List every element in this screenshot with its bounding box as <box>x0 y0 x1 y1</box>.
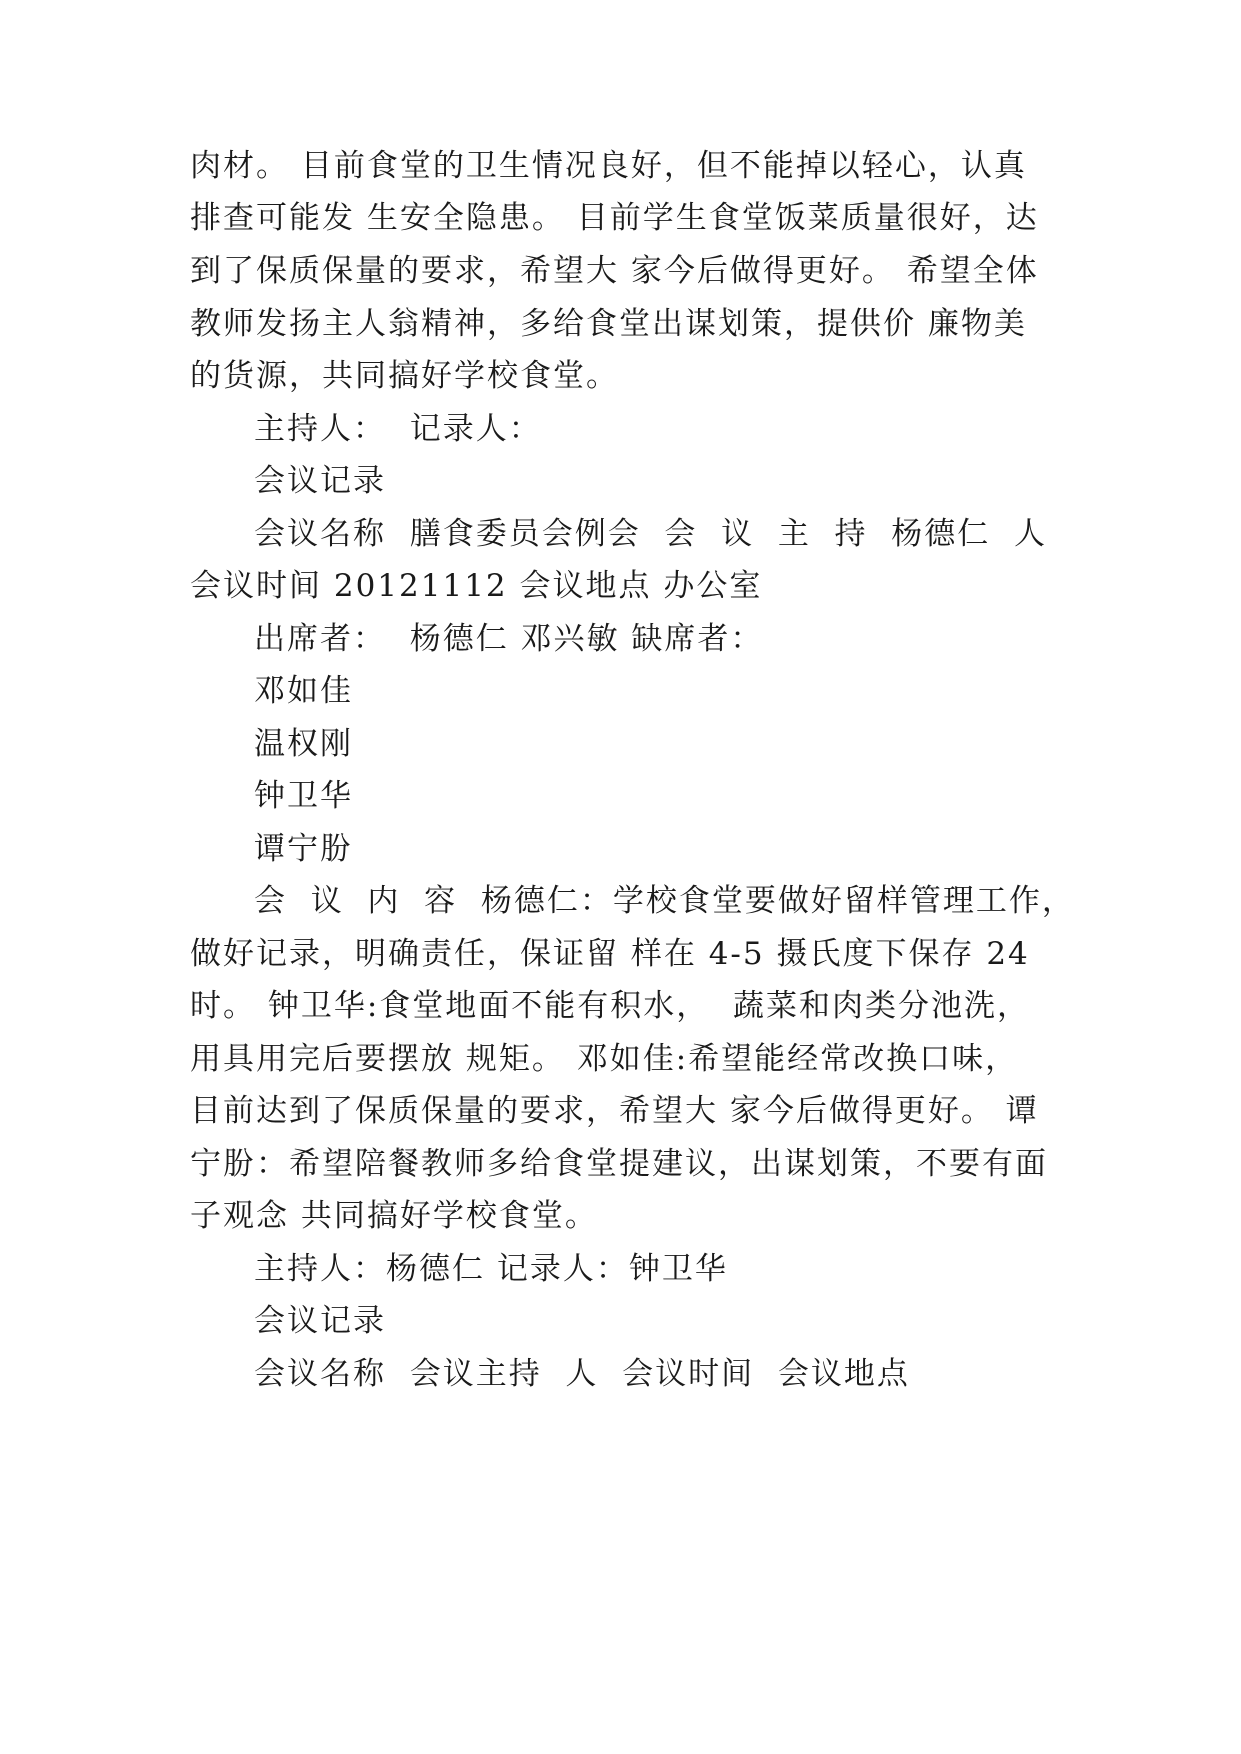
meeting-info-line: 会议名称 会议主持 人 会议时间 会议地点 <box>254 1356 910 1392</box>
attendee-name: 邓如佳 <box>254 673 353 709</box>
meeting-content-line: 用具用完后要摆放 规矩。 邓如佳:希望能经常改换口味， <box>190 1041 1019 1077</box>
attendee-name: 温权刚 <box>254 726 353 762</box>
meeting-content-line: 会 议 内 容 杨德仁：学校食堂要做好留样管理工作， <box>254 883 1075 919</box>
host-recorder-line: 主持人： 记录人： <box>254 411 542 447</box>
meeting-content-line: 子观念 共同搞好学校食堂。 <box>190 1198 598 1234</box>
host-recorder-line: 主持人：杨德仁 记录人：钟卫华 <box>254 1251 728 1287</box>
body-text-line: 的货源，共同搞好学校食堂。 <box>190 358 619 394</box>
meeting-info-line: 会议名称 膳食委员会例会 会 议 主 持 杨德仁 人 <box>254 516 1047 552</box>
attendees-line: 出席者： 杨德仁 邓兴敏 缺席者： <box>254 621 764 657</box>
meeting-content-line: 做好记录，明确责任，保证留 样在 4-5 摄氏度下保存 24 <box>190 936 1030 972</box>
attendee-name: 谭宁朌 <box>254 831 353 867</box>
body-text-line: 到了保质保量的要求，希望大 家今后做得更好。 希望全体 <box>190 253 1039 289</box>
meeting-content-line: 时。 钟卫华:食堂地面不能有积水， 蔬菜和肉类分池洗， <box>190 988 1031 1024</box>
meeting-content-line: 宁朌：希望陪餐教师多给食堂提建议，出谋划策，不要有面 <box>190 1146 1048 1182</box>
document-page <box>190 0 1075 1754</box>
body-text-line: 肉材。 目前食堂的卫生情况良好，但不能掉以轻心，认真 <box>190 148 1027 184</box>
section-heading: 会议记录 <box>254 463 386 499</box>
body-text-line: 排查可能发 生安全隐患。 目前学生食堂饭菜质量很好，达 <box>190 200 1039 236</box>
section-heading: 会议记录 <box>254 1303 386 1339</box>
attendee-name: 钟卫华 <box>254 778 353 814</box>
meeting-info-line: 会议时间 20121112 会议地点 办公室 <box>190 568 763 604</box>
body-text-line: 教师发扬主人翁精神，多给食堂出谋划策，提供价 廉物美 <box>190 306 1027 342</box>
meeting-content-line: 目前达到了保质保量的要求，希望大 家今后做得更好。 谭 <box>190 1093 1039 1129</box>
